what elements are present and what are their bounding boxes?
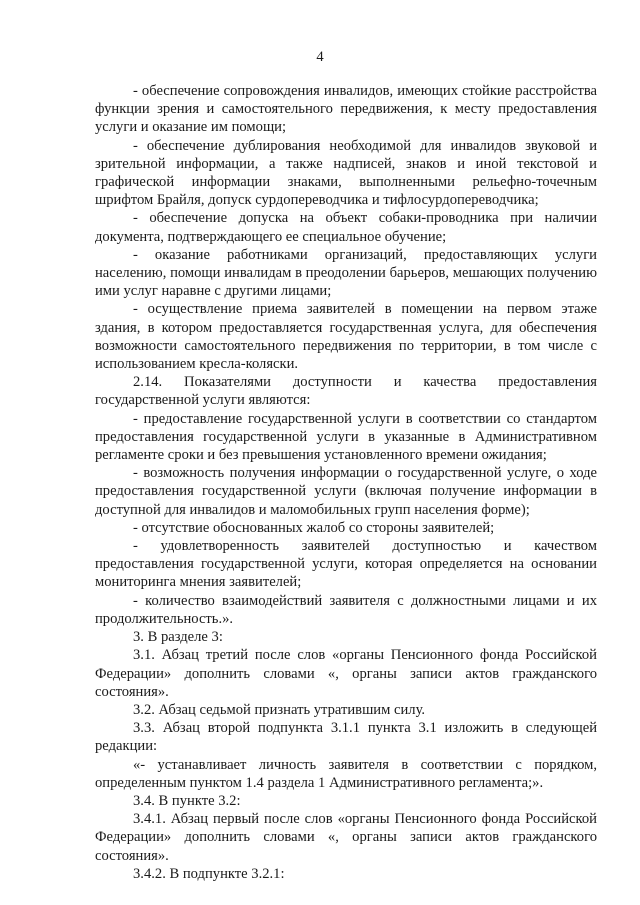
paragraph-2-14-heading: 2.14. Показателями доступности и качества предоставления государственной услуги являются: xyxy=(95,374,597,409)
paragraph-no-complaints: - отсутствие обоснованных жалоб со стороны заявителей; xyxy=(133,519,495,536)
paragraph-ground-floor: - осуществление приема заявителей в помещении на первом этаже здания, в котором предоставляется государственная услуга, для обеспечения возможности самостоятельного передвижения по территории, в том числе с использованием кресла-коляски. xyxy=(95,301,597,373)
paragraph-section-3: 3. В разделе 3: xyxy=(133,629,223,646)
paragraph-accompaniment: - обеспечение сопровождения инвалидов, имеющих стойкие расстройства функции зрения и самостоятельного передвижения, к месту предоставления услуги и оказание им помощи; xyxy=(95,83,597,136)
paragraph-3-4: 3.4. В пункте 3.2: xyxy=(133,792,241,809)
paragraph-guide-dog: - обеспечение допуска на объект собаки-проводника при наличии документа, подтверждающего ее специальное обучение; xyxy=(95,210,597,245)
paragraph-duplication: - обеспечение дублирования необходимой для инвалидов звуковой и зрительной информации, а также надписей, знаков и иной текстовой и графической информации знаками, выполненными рельефно-точечным шрифтом Брайля, допуск сурдопереводчика и тифлосурдопереводчика; xyxy=(95,137,597,209)
paragraph-3-1: 3.1. Абзац третий после слов «органы Пенсионного фонда Российской Федерации» дополнить словами «, органы записи актов гражданского состояния». xyxy=(95,647,597,700)
paragraph-3-2: 3.2. Абзац седьмой признать утратившим силу. xyxy=(133,701,426,718)
page-number: 4 xyxy=(316,49,324,65)
paragraph-satisfaction: - удовлетворенность заявителей доступностью и качеством предоставления государственной услуги, которая определяется на основании мониторинга мнения заявителей; xyxy=(95,538,597,591)
paragraph-3-4-2: 3.4.2. В подпункте 3.2.1: xyxy=(133,865,285,882)
paragraph-standard-compliance: - предоставление государственной услуги в соответствии со стандартом предоставления государственной услуги в указанные в Административном регламенте сроки и без превышения установленного времени ожидания; xyxy=(95,410,597,464)
paragraph-3-4-1: 3.4.1. Абзац первый после слов «органы Пенсионного фонда Российской Федерации» дополнить словами «, органы записи актов гражданского состояния». xyxy=(95,811,597,864)
paragraph-3-3: 3.3. Абзац второй подпункта 3.1.1 пункта 3.1 изложить в следующей редакции: xyxy=(95,720,597,755)
paragraph-3-3-text: «- устанавливает личность заявителя в соответствии с порядком, определенным пунктом 1.4 раздела 1 Административного регламента;». xyxy=(95,756,597,791)
paragraph-assistance: - оказание работниками организаций, предоставляющих услуги населению, помощи инвалидам в преодолении барьеров, мешающих получению ими услуг наравне с другими лицами; xyxy=(95,246,597,300)
paragraph-information-access: - возможность получения информации о государственной услуге, о ходе предоставления государственной услуги (включая получение информации в доступной для инвалидов и маломобильных групп населения форме); xyxy=(95,465,597,518)
paragraph-interactions: - количество взаимодействий заявителя с должностными лицами и их продолжительность.». xyxy=(95,592,597,627)
document-body xyxy=(95,82,597,883)
